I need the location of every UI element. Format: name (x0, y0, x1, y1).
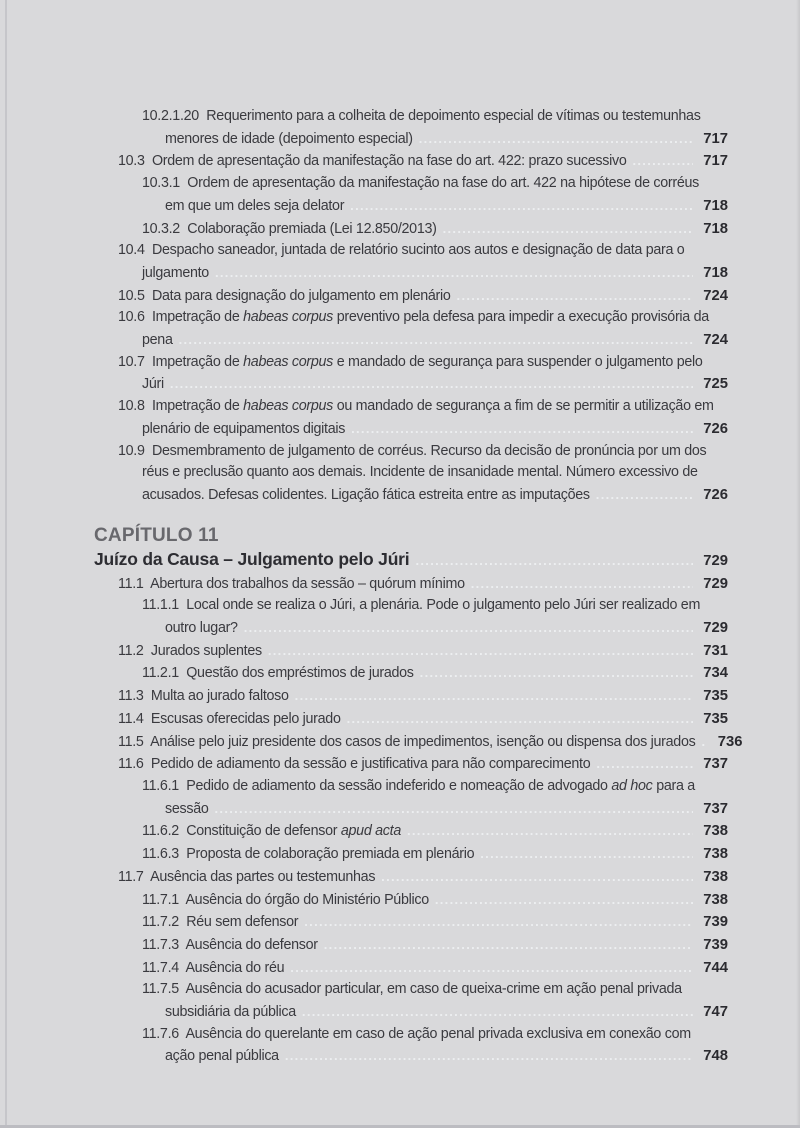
toc-text: 10.9 Desmembramento de julgamento de corréus. Recurso da decisão de pronúncia por um dos (118, 442, 707, 459)
toc-entry-line (165, 1045, 728, 1068)
toc-text: 11.4 Escusas oferecidas pelo jurado (118, 710, 341, 727)
toc-text: ou mandado de segurança a fim de se permitir a utilização em (333, 398, 714, 415)
dot-leader (419, 128, 693, 151)
toc-entry-text (165, 799, 209, 821)
toc-entry-line (118, 731, 743, 754)
toc-text-italic: ad hoc (611, 777, 653, 794)
toc-text: 10.7 Impetração de (118, 353, 244, 370)
toc-text: 10.8 Impetração de (118, 398, 244, 415)
toc-entry-text (118, 151, 626, 173)
dot-leader (435, 889, 693, 912)
toc-entry-line (142, 820, 728, 843)
toc-entry-line (118, 640, 728, 663)
dot-leader (215, 262, 693, 285)
toc-page-number: 718 (703, 197, 728, 214)
toc-page-number: 744 (703, 959, 728, 976)
toc-text: 11.6.1 Pedido de adiamento da sessão indeferido e nomeação de advogado (142, 777, 612, 794)
toc-page-number: 734 (703, 665, 728, 682)
toc-entry-line (142, 934, 728, 957)
toc-text: 11.2 Jurados suplentes (118, 642, 262, 659)
toc-entry-line (142, 173, 728, 195)
toc-page-number: 717 (703, 153, 728, 170)
toc-entry (0, 911, 728, 934)
toc-entry-text (142, 374, 164, 396)
toc-entry-text (165, 1002, 296, 1024)
toc-page-number: 726 (703, 486, 728, 503)
toc-text: menores de idade (depoimento especial) (165, 130, 413, 147)
dot-leader (350, 195, 693, 218)
toc-page-number: 738 (703, 891, 728, 908)
toc-text: 11.5 Análise pelo juiz presidente dos casos de impedimentos, isenção ou dispensa dos jurados (118, 733, 696, 750)
toc-entry (0, 396, 728, 440)
toc-page-number: 738 (703, 868, 728, 885)
toc-entry-line (165, 617, 728, 640)
toc-text: sessão (165, 800, 209, 817)
toc-text: julgamento (142, 264, 209, 281)
dot-leader (304, 911, 693, 934)
toc-text: 11.6.2 Constituição de defensor (142, 823, 341, 840)
toc-entry-line (118, 685, 728, 708)
chapter-heading: CAPÍTULO 11 (94, 524, 219, 546)
toc-page-number: 731 (703, 642, 728, 659)
toc-text: pena (142, 332, 173, 349)
toc-text-italic: habeas corpus (243, 398, 334, 415)
toc-entry-text (118, 686, 289, 708)
toc-entry-text (118, 867, 375, 889)
toc-entry-line (165, 798, 728, 821)
toc-entry-text (118, 641, 262, 663)
toc-entry-line (118, 708, 728, 731)
toc-entry-text (142, 844, 474, 866)
toc-page-number: 724 (703, 332, 728, 349)
toc-entry (0, 731, 743, 754)
toc-entry (0, 979, 728, 1023)
toc-entry (0, 441, 728, 507)
toc-entry (0, 218, 728, 241)
toc-entry-line (142, 979, 728, 1001)
toc-text: 11.7.2 Réu sem defensor (142, 914, 299, 931)
toc-entry-text (165, 618, 238, 640)
toc-entry (0, 352, 728, 396)
toc-entry-text (142, 663, 414, 685)
toc-text: 11.3 Multa ao jurado faltoso (118, 688, 289, 705)
toc-text: subsidiária da pública (165, 1004, 296, 1021)
dot-leader (215, 798, 694, 821)
toc-entry (0, 843, 728, 866)
toc-entry-text (165, 129, 413, 151)
toc-entry (0, 307, 728, 351)
toc-entry-line (165, 195, 728, 218)
toc-text: 11.7.6 Ausência do querelante em caso de ação penal privada exclusiva em conexão com (142, 1025, 691, 1042)
dot-leader (407, 820, 693, 843)
toc-page-number: 729 (703, 552, 728, 569)
toc-entry (0, 662, 728, 685)
toc-entry (0, 708, 728, 731)
toc-entry-line (142, 843, 728, 866)
toc-text: 10.3.1 Ordem de apresentação da manifestação na fase do art. 422 na hipótese de corréus (142, 175, 699, 192)
toc-entry-line (142, 218, 728, 241)
toc-page-number: 738 (703, 846, 728, 863)
toc-entry-text (142, 219, 437, 241)
toc-text: 10.3.2 Colaboração premiada (Lei 12.850/2013) (142, 220, 437, 237)
toc-entry-text (165, 1046, 279, 1068)
toc-entry-line (165, 128, 728, 151)
dot-leader (701, 731, 707, 754)
toc-text-italic: habeas corpus (243, 309, 334, 326)
dot-leader (596, 753, 693, 776)
toc-entry-line (142, 106, 728, 128)
toc-entry (0, 820, 728, 843)
toc-entry-line (118, 240, 728, 262)
toc-text: 11.7 Ausência das partes ou testemunhas (118, 868, 376, 885)
toc-page-number: 718 (703, 220, 728, 237)
toc-entry (0, 173, 728, 217)
toc-page-number: 729 (703, 620, 728, 637)
toc-entry-text (94, 548, 409, 571)
dot-leader (179, 329, 693, 352)
toc-text-italic: habeas corpus (243, 353, 334, 370)
toc-text: réus e preclusão quanto aos demais. Incidente de insanidade mental. Número excessivo de (142, 464, 698, 481)
dot-leader (324, 934, 693, 957)
toc-entry-text (165, 196, 344, 218)
toc-entry-text (142, 890, 429, 912)
toc-entry-text (118, 754, 590, 776)
toc-text: 11.7.4 Ausência do réu (142, 959, 285, 976)
toc-text-italic: apud acta (340, 823, 401, 840)
toc-page-number: 725 (703, 376, 728, 393)
toc-entry-line (142, 595, 728, 617)
dot-leader (268, 640, 693, 663)
page-edge-right (796, 0, 800, 1128)
toc-entry (0, 285, 728, 308)
toc-entry-line (142, 662, 728, 685)
toc-page-number: 748 (703, 1048, 728, 1065)
toc-entry-line (142, 889, 728, 912)
toc-page-number: 737 (703, 800, 728, 817)
toc-entry-line (142, 418, 728, 441)
toc-text: 10.6 Impetração de (118, 309, 244, 326)
toc-text: acusados. Defesas colidentes. Ligação fática estreita entre as imputações (142, 486, 590, 503)
dot-leader (302, 1001, 693, 1024)
toc-text: para a (652, 777, 695, 794)
toc-entry-line (118, 285, 728, 308)
toc-entry-text (142, 330, 173, 352)
toc-entry-text (118, 732, 695, 754)
toc-text: preventivo pela defesa para impedir a execução provisória da (333, 309, 709, 326)
toc-entry (0, 595, 728, 639)
toc-text: 10.4 Despacho saneador, juntada de relatório sucinto aos autos e designação de data para o (118, 242, 685, 259)
dot-leader (632, 150, 693, 173)
toc-entry-line (94, 548, 728, 573)
dot-leader (381, 866, 693, 889)
toc-entry-text (142, 935, 318, 957)
toc-entry-line (118, 307, 728, 329)
toc-page-number: 718 (703, 264, 728, 281)
toc-text: 10.3 Ordem de apresentação da manifestação na fase do art. 422: prazo sucessivo (118, 153, 627, 170)
toc-text: em que um deles seja delator (165, 197, 345, 214)
toc-entry-line (142, 1024, 728, 1046)
toc-entry-line (142, 373, 728, 396)
toc-entry (0, 573, 728, 596)
toc-text: 11.7.1 Ausência do órgão do Ministério Público (142, 891, 429, 908)
toc-page-number: 729 (703, 575, 728, 592)
toc-entry (0, 685, 728, 708)
toc-entry (0, 753, 728, 776)
toc-page-number: 739 (703, 936, 728, 953)
toc-entry-line (118, 150, 728, 173)
toc-entry-text (142, 912, 298, 934)
toc-text: 10.2.1.20 Requerimento para a colheita de depoimento especial de vítimas ou testemunhas (142, 108, 701, 124)
toc-entry-line (142, 911, 728, 934)
toc-entry-text (142, 263, 209, 285)
toc-page-number: 736 (717, 733, 743, 750)
dot-leader (596, 484, 693, 507)
toc (0, 106, 743, 1068)
toc-entry (0, 240, 728, 284)
chapter-title-entry (0, 548, 728, 573)
dot-leader (347, 708, 693, 731)
toc-entry-line (142, 462, 728, 484)
toc-text: outro lugar? (165, 620, 238, 637)
toc-text: Júri (142, 376, 164, 393)
toc-entry-text (118, 709, 341, 731)
toc-entry (0, 866, 728, 889)
toc-text: 11.6 Pedido de adiamento da sessão e justificativa para não comparecimento (118, 756, 591, 773)
toc-page-number: 726 (703, 420, 728, 437)
toc-entry-line (118, 396, 728, 418)
toc-text: 10.5 Data para designação do julgamento em plenário (118, 287, 451, 304)
toc-page-number: 735 (703, 710, 728, 727)
toc-entry-text (142, 821, 401, 843)
toc-text: e mandado de segurança para suspender o julgamento pelo (333, 353, 703, 370)
toc-entry-line (142, 262, 728, 285)
dot-leader (420, 662, 693, 685)
toc-text: Juízo da Causa – Julgamento pelo Júri (94, 548, 410, 569)
toc-entry (0, 934, 728, 957)
dot-leader (295, 685, 693, 708)
toc-entry-line (118, 573, 728, 596)
toc-page-number: 739 (703, 914, 728, 931)
toc-entry (0, 150, 728, 173)
dot-leader (443, 218, 693, 241)
toc-text: 11.2.1 Questão dos empréstimos de jurados (142, 665, 414, 682)
dot-leader (244, 617, 693, 640)
toc-page-number: 724 (703, 287, 728, 304)
toc-text: 11.6.3 Proposta de colaboração premiada em plenário (142, 846, 475, 863)
toc-page-number: 737 (703, 756, 728, 773)
toc-entry (0, 640, 728, 663)
toc-entry-line (142, 484, 728, 507)
toc-entry-line (118, 352, 728, 374)
dot-leader (480, 843, 693, 866)
dot-leader (170, 373, 693, 396)
dot-leader (457, 285, 693, 308)
toc-entry-text (118, 574, 465, 596)
toc-entry (0, 889, 728, 912)
toc-text: plenário de equipamentos digitais (142, 420, 346, 437)
toc-entry-text (142, 419, 345, 441)
toc-entry-line (142, 957, 728, 980)
dot-leader (351, 418, 693, 441)
toc-entry-line (118, 866, 728, 889)
toc-page-number: 738 (703, 823, 728, 840)
toc-entry-text (142, 485, 590, 507)
dot-leader (285, 1045, 693, 1068)
dot-leader (290, 957, 693, 980)
toc-entry-text (142, 958, 284, 980)
toc-entry-line (118, 441, 728, 463)
toc-text: 11.7.5 Ausência do acusador particular, em caso de queixa-crime em ação penal privada (142, 981, 682, 998)
toc-entry-line (142, 329, 728, 352)
toc-entry (0, 106, 728, 150)
dot-leader (471, 573, 693, 596)
toc-page-number: 717 (703, 130, 728, 147)
dot-leader (415, 549, 693, 573)
toc-entry-line (142, 776, 728, 798)
toc-page-number: 735 (703, 688, 728, 705)
toc-entry (0, 957, 728, 980)
toc-entry-line (118, 753, 728, 776)
toc-entry-line (165, 1001, 728, 1024)
toc-text: 11.1 Abertura dos trabalhos da sessão – quórum mínimo (118, 575, 465, 592)
toc-entry-text (118, 286, 451, 308)
toc-text: ação penal pública (165, 1048, 279, 1065)
toc-entry (0, 776, 728, 820)
toc-entry (0, 1024, 728, 1068)
toc-page-number: 747 (703, 1004, 728, 1021)
toc-text: 11.1.1 Local onde se realiza o Júri, a plenária. Pode o julgamento pelo Júri ser realizado em (142, 597, 701, 614)
toc-text: 11.7.3 Ausência do defensor (142, 936, 318, 953)
